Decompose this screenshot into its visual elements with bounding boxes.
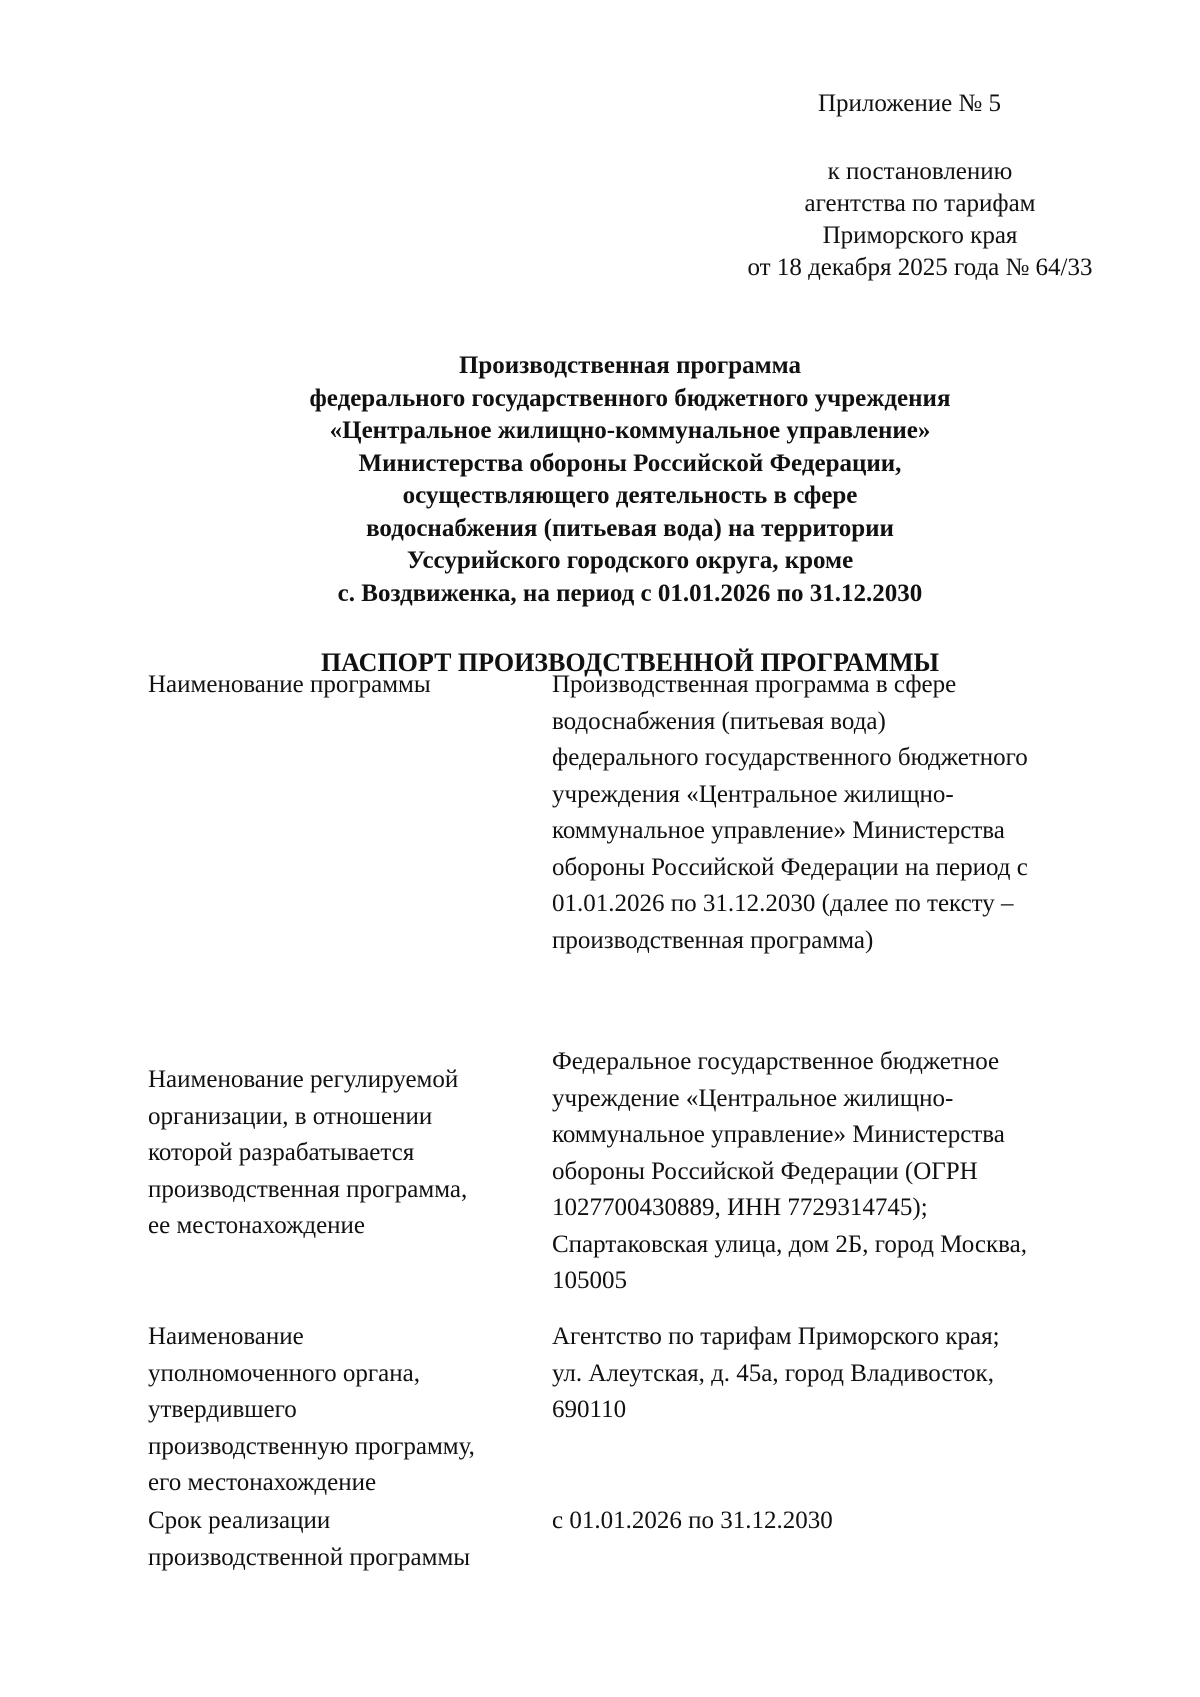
label-line: Наименование регулируемой bbox=[148, 1066, 459, 1093]
label-line: производственная программа, bbox=[148, 1175, 468, 1203]
value-line: обороны Российской Федерации на период с bbox=[552, 853, 1028, 881]
label-line: утвердившего bbox=[148, 1396, 297, 1423]
resolution-line: агентства по тарифам bbox=[804, 190, 1036, 217]
title-line: федерального государственного бюджетного учреждения bbox=[309, 384, 951, 412]
passport-value-regulated-organization bbox=[552, 1044, 1112, 1300]
value-line: коммунальное управление» Министерства bbox=[552, 1121, 1005, 1148]
value-line: 690110 bbox=[552, 1396, 627, 1423]
appendix-label: Приложение № 5 bbox=[818, 90, 1002, 117]
passport-title: ПАСПОРТ ПРОИЗВОДСТВЕННОЙ ПРОГРАММЫ bbox=[320, 648, 940, 677]
label-line: Наименование программы bbox=[148, 671, 431, 698]
value-line: учреждения «Центральное жилищно- bbox=[552, 780, 954, 808]
value-line: 01.01.2026 по 31.12.2030 (далее по тексту – bbox=[552, 890, 1014, 917]
value-line: учреждение «Центральное жилищно- bbox=[552, 1084, 954, 1112]
label-line: уполномоченного органа, bbox=[148, 1359, 420, 1387]
value-line: Агентство по тарифам Приморского края; bbox=[552, 1323, 1000, 1350]
value-line: с 01.01.2026 по 31.12.2030 bbox=[552, 1507, 833, 1534]
title-line: Уссурийского городского округа, кроме bbox=[406, 547, 854, 574]
value-line: коммунальное управление» Министерства bbox=[552, 817, 1005, 844]
value-line: производственная программа) bbox=[552, 926, 874, 954]
label-line: Наименование bbox=[148, 1323, 304, 1350]
label-line: его местонахождение bbox=[148, 1469, 377, 1496]
value-line: Производственная программа в сфере bbox=[552, 671, 957, 698]
value-line: водоснабжения (питьевая вода) bbox=[552, 707, 886, 735]
value-line: Спартаковская улица, дом 2Б, город Москва, bbox=[552, 1230, 1027, 1258]
value-line: Федеральное государственное бюджетное bbox=[552, 1048, 1000, 1075]
passport-value-implementation-period bbox=[552, 1503, 1112, 1540]
value-line: 1027700430889, ИНН 7729314745); bbox=[552, 1194, 928, 1221]
passport-label-authorized-body bbox=[148, 1319, 538, 1502]
resolution-line: Приморского края bbox=[822, 222, 1018, 249]
passport-value-authorized-body bbox=[552, 1319, 1112, 1429]
label-line: производственную программу, bbox=[148, 1432, 475, 1460]
label-line: которой разрабатывается bbox=[148, 1139, 415, 1166]
value-line: 105005 bbox=[552, 1267, 627, 1294]
resolution-line: от 18 декабря 2025 года № 64/33 bbox=[747, 254, 1093, 281]
label-line: ее местонахождение bbox=[148, 1212, 366, 1239]
value-line: ул. Алеутская, д. 45а, город Владивосток, bbox=[552, 1359, 994, 1387]
title-line: Министерства обороны Российской Федерации, bbox=[358, 449, 902, 477]
label-line: организации, в отношении bbox=[148, 1102, 433, 1130]
program-title bbox=[60, 350, 1200, 610]
passport-label-program-name bbox=[148, 667, 538, 704]
passport-label-regulated-organization bbox=[148, 1062, 538, 1245]
value-line: федерального государственного бюджетного bbox=[552, 744, 1028, 771]
value-line: обороны Российской Федерации (ОГРН bbox=[552, 1157, 978, 1185]
label-line: производственной программы bbox=[148, 1543, 471, 1571]
title-line: водоснабжения (питьевая вода) на территории bbox=[366, 514, 894, 542]
title-line: осуществляющего деятельность в сфере bbox=[402, 482, 858, 509]
passport-value-program-name bbox=[552, 667, 1112, 959]
title-line: Производственная программа bbox=[458, 352, 802, 379]
passport-label-implementation-period bbox=[148, 1503, 538, 1576]
label-line: Срок реализации bbox=[148, 1507, 331, 1534]
title-line: с. Воздвиженка, на период с 01.01.2026 по 31.12.2030 bbox=[337, 579, 923, 607]
resolution-line: к постановлению bbox=[827, 158, 1013, 185]
resolution-reference bbox=[700, 156, 1140, 284]
title-line: «Центральное жилищно-коммунальное управление» bbox=[329, 417, 931, 444]
